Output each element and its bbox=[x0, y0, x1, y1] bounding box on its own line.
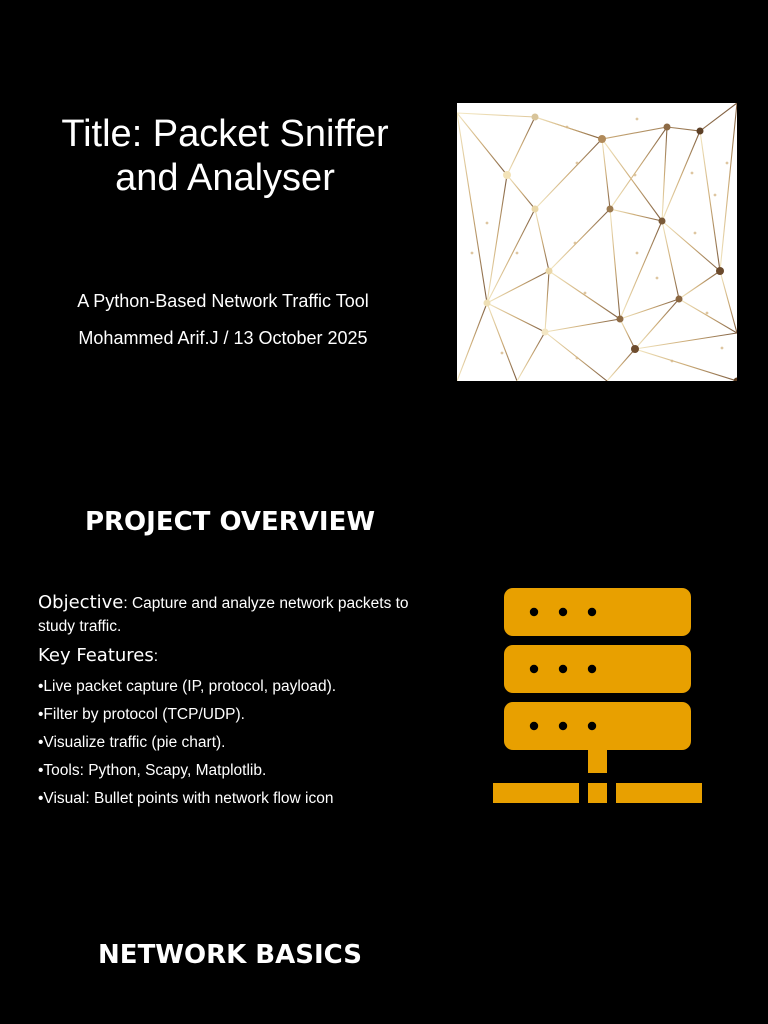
bullet-item: •Visualize traffic (pie chart). bbox=[38, 734, 226, 751]
server-network-icon bbox=[492, 586, 704, 806]
title-line-1: Title: Packet Sniffer bbox=[61, 113, 389, 155]
author-date: Mohammed Arif.J / 13 October 2025 bbox=[78, 328, 368, 348]
key-features-paragraph bbox=[38, 644, 438, 669]
objective-paragraph bbox=[38, 591, 438, 638]
overview-content bbox=[38, 591, 438, 813]
bullet-item: •Filter by protocol (TCP/UDP). bbox=[38, 706, 245, 723]
bullet-item: •Tools: Python, Scapy, Matplotlib. bbox=[38, 762, 267, 779]
network-basics-heading: NETWORK BASICS bbox=[98, 940, 362, 970]
title-line-2: and Analyser bbox=[115, 157, 335, 199]
objective-text: Capture and analyze network packets to study traffic. bbox=[38, 595, 409, 635]
bullet-item: •Live packet capture (IP, protocol, payload). bbox=[38, 678, 337, 695]
slide-title bbox=[20, 112, 430, 200]
key-features-label: Key Features bbox=[38, 645, 154, 666]
subtitle: A Python-Based Network Traffic Tool bbox=[77, 291, 369, 311]
objective-colon: : bbox=[123, 595, 128, 612]
network-mesh-image bbox=[457, 103, 737, 381]
key-features-colon: : bbox=[153, 648, 159, 665]
bullet-item: •Visual: Bullet points with network flow icon bbox=[38, 790, 334, 807]
project-overview-heading: PROJECT OVERVIEW bbox=[84, 507, 376, 537]
network-mesh-graphic bbox=[457, 103, 737, 381]
objective-label: Objective bbox=[38, 592, 124, 613]
